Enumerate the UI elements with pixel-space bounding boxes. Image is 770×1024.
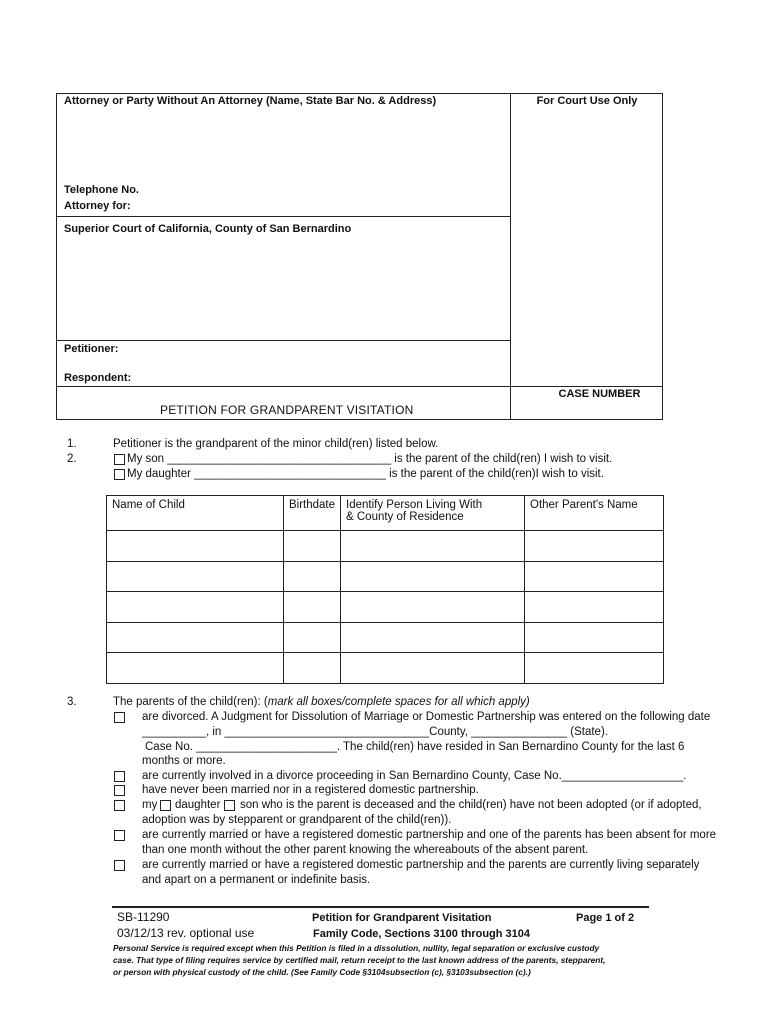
footer-title: Petition for Grandparent Visitation bbox=[312, 912, 492, 924]
divorced-line4: months or more. bbox=[142, 755, 226, 767]
daughter-text: My daughter ______________________________ is the parent of the child(ren)I wish to visit. bbox=[127, 468, 604, 480]
table-header-row bbox=[107, 496, 664, 531]
table-row bbox=[107, 592, 664, 623]
divorce-proceeding-checkbox[interactable] bbox=[114, 771, 125, 782]
cell-birthdate[interactable] bbox=[284, 653, 341, 684]
cell-other-parent[interactable] bbox=[525, 561, 664, 592]
telephone-label: Telephone No. bbox=[64, 184, 139, 196]
divorced-line3: Case No. ______________________. The child(ren) have resided in San Bernardino County for the last 6 bbox=[145, 741, 685, 753]
cell-other-parent[interactable] bbox=[525, 653, 664, 684]
cell-birthdate[interactable] bbox=[284, 531, 341, 562]
header-other-parent: Other Parent's Name bbox=[525, 496, 664, 531]
footer-rule bbox=[112, 906, 649, 908]
caption-vertical-divider bbox=[510, 93, 511, 420]
deceased-son-checkbox[interactable] bbox=[224, 800, 235, 811]
cell-other-parent[interactable] bbox=[525, 592, 664, 623]
cell-name[interactable] bbox=[107, 622, 284, 653]
deceased-my: my bbox=[142, 799, 158, 811]
living-separately-line1: are currently married or have a registered domestic partnership and the parents are currently living separately bbox=[142, 859, 700, 871]
footer-revision: 03/12/13 rev. optional use bbox=[117, 926, 255, 940]
daughter-checkbox[interactable] bbox=[114, 469, 125, 480]
petitioner-label: Petitioner: bbox=[64, 343, 119, 355]
footer-note-line1: Personal Service is required except when this Petition is filed in a dissolution, nullity, legal separation or exclusive custody bbox=[113, 943, 600, 953]
cell-person[interactable] bbox=[341, 531, 525, 562]
table-row bbox=[107, 622, 664, 653]
cell-name[interactable] bbox=[107, 592, 284, 623]
divorced-line2: __________, in ________________________________County, _______________ (State). bbox=[142, 726, 608, 738]
case-number-label: CASE NUMBER bbox=[558, 388, 641, 400]
header-person-line1: Identify Person Living With bbox=[346, 499, 483, 511]
table-row bbox=[107, 561, 664, 592]
item2-number: 2. bbox=[67, 453, 77, 465]
son-checkbox[interactable] bbox=[114, 454, 125, 465]
living-separately-checkbox[interactable] bbox=[114, 860, 125, 871]
deceased-parent-checkbox[interactable] bbox=[114, 800, 125, 811]
attorney-label: Attorney or Party Without An Attorney (Name, State Bar No. & Address) bbox=[64, 95, 437, 107]
divorced-checkbox[interactable] bbox=[114, 712, 125, 723]
respondent-label: Respondent: bbox=[64, 372, 132, 384]
caption-divider-title bbox=[56, 386, 663, 387]
never-married-checkbox[interactable] bbox=[114, 785, 125, 796]
caption-box bbox=[56, 93, 663, 420]
form-title: PETITION FOR GRANDPARENT VISITATION bbox=[160, 403, 414, 417]
cell-name[interactable] bbox=[107, 653, 284, 684]
son-text: My son ___________________________________ is the parent of the child(ren) I wish to visit. bbox=[127, 453, 613, 465]
cell-other-parent[interactable] bbox=[525, 622, 664, 653]
children-table bbox=[106, 495, 664, 684]
header-birthdate: Birthdate bbox=[284, 496, 341, 531]
cell-person[interactable] bbox=[341, 592, 525, 623]
divorce-proceeding-text: are currently involved in a divorce proceeding in San Bernardino County, Case No.___________________. bbox=[142, 770, 687, 782]
table-row bbox=[107, 653, 664, 684]
cell-person[interactable] bbox=[341, 622, 525, 653]
absent-parent-line1: are currently married or have a registered domestic partnership and one of the parents has been absent for more bbox=[142, 829, 717, 841]
item3-intro-italic: mark all boxes/complete spaces for all which apply) bbox=[267, 696, 530, 708]
header-person-living-with bbox=[341, 496, 525, 531]
cell-birthdate[interactable] bbox=[284, 592, 341, 623]
item3-intro bbox=[113, 696, 530, 708]
cell-birthdate[interactable] bbox=[284, 622, 341, 653]
court-use-label: For Court Use Only bbox=[536, 95, 638, 107]
cell-other-parent[interactable] bbox=[525, 531, 664, 562]
footer-note-line2: case. That type of filing requires service by certified mail, return receipt to the last known address of the parents, stepparent, bbox=[113, 955, 606, 965]
footer-code: Family Code, Sections 3100 through 3104 bbox=[313, 928, 531, 940]
table-row bbox=[107, 531, 664, 562]
item3-number: 3. bbox=[67, 696, 77, 708]
footer-page: Page 1 of 2 bbox=[576, 912, 635, 924]
cell-person[interactable] bbox=[341, 653, 525, 684]
divorced-line1: are divorced. A Judgment for Dissolution of Marriage or Domestic Partnership was entered on the following date bbox=[142, 711, 711, 723]
court-name: Superior Court of California, County of San Bernardino bbox=[64, 223, 352, 235]
cell-birthdate[interactable] bbox=[284, 561, 341, 592]
cell-name[interactable] bbox=[107, 531, 284, 562]
footer-note-line3: or person with physical custody of the child. (See Family Code §3104subsection (c), §3103subsection (c).) bbox=[113, 967, 531, 977]
absent-parent-line2: than one month without the other parent knowing the whereabouts of the absent parent. bbox=[142, 844, 589, 856]
never-married-text: have never been married nor in a registered domestic partnership. bbox=[142, 784, 479, 796]
attorney-for-label: Attorney for: bbox=[64, 200, 131, 212]
deceased-line1: son who is the parent is deceased and the child(ren) have not been adopted (or if adopted, bbox=[240, 799, 702, 811]
deceased-daughter-label: daughter bbox=[175, 799, 221, 811]
absent-parent-checkbox[interactable] bbox=[114, 830, 125, 841]
item1-number: 1. bbox=[67, 438, 77, 450]
cell-person[interactable] bbox=[341, 561, 525, 592]
footer-form-number: SB-11290 bbox=[117, 910, 170, 924]
living-separately-line2: and apart on a permanent or indefinite basis. bbox=[142, 874, 371, 886]
caption-divider-parties bbox=[56, 340, 511, 341]
cell-name[interactable] bbox=[107, 561, 284, 592]
header-name-of-child: Name of Child bbox=[107, 496, 284, 531]
deceased-line2: adoption was by stepparent or grandparent of the child(ren)). bbox=[142, 814, 452, 826]
caption-divider-court bbox=[56, 216, 511, 217]
item1-text: Petitioner is the grandparent of the minor child(ren) listed below. bbox=[113, 438, 439, 450]
item3-intro-text: The parents of the child(ren): ( bbox=[113, 696, 268, 708]
deceased-daughter-checkbox[interactable] bbox=[160, 800, 171, 811]
header-person-line2: & County of Residence bbox=[346, 511, 464, 523]
